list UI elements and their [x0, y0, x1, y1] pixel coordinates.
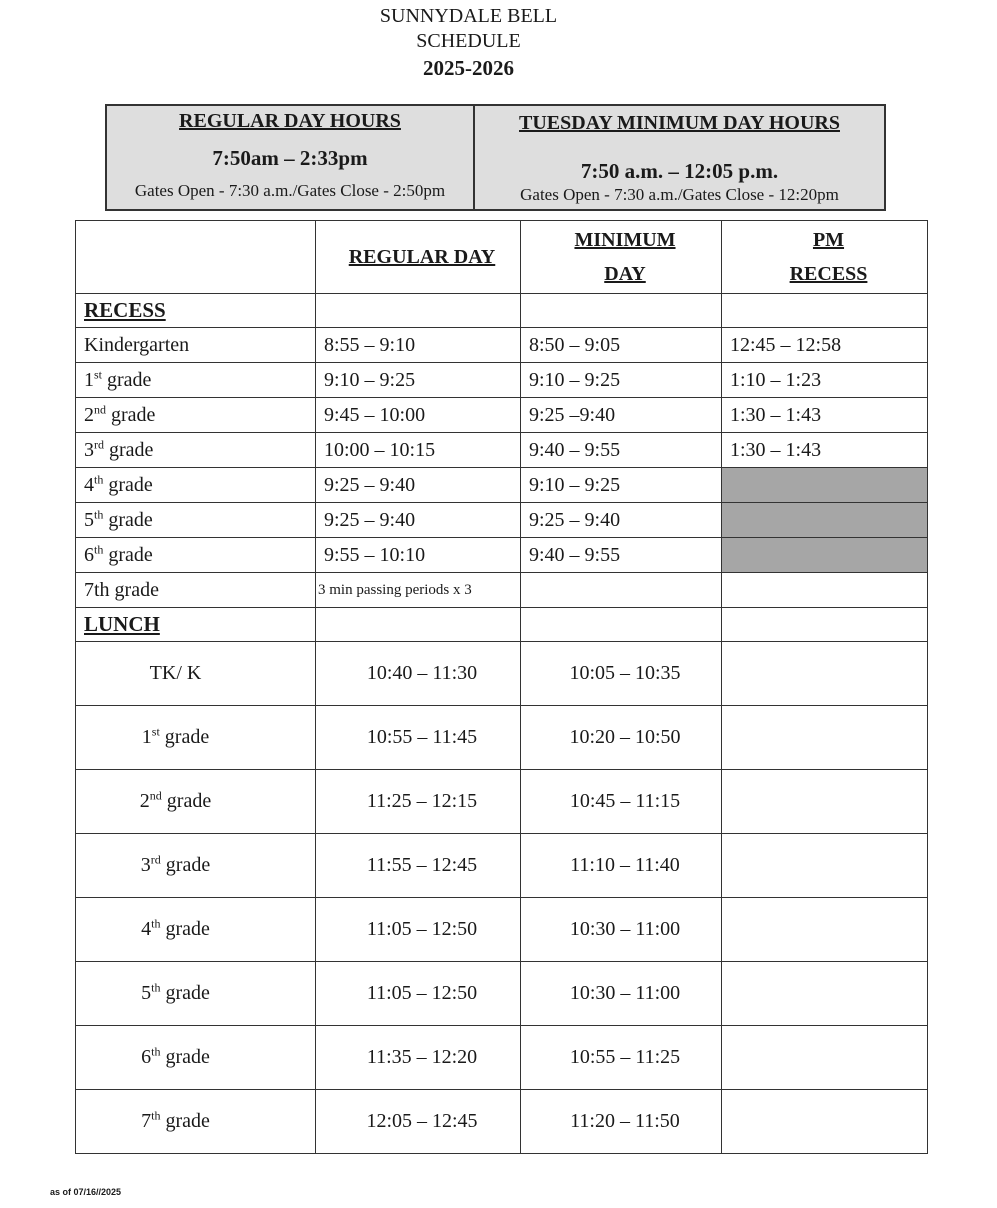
recess-row [76, 363, 928, 398]
grade-number: 3 [140, 854, 151, 876]
regular-gates: Gates Open - 7:30 a.m./Gates Close - 2:50pm [134, 181, 446, 200]
grade-number: 4 [84, 473, 94, 496]
regular-time-cell [316, 642, 521, 706]
grade-cell [76, 962, 316, 1026]
blank-cell [521, 608, 722, 642]
lunch-heading: LUNCH [84, 612, 160, 636]
grade-cell [76, 503, 316, 538]
minimum-time: 11:20 – 11:50 [570, 1110, 680, 1132]
regular-time-cell [316, 706, 521, 770]
as-of-date: as of 07/16//2025 [50, 1187, 122, 1197]
minimum-time: 11:10 – 11:40 [570, 854, 680, 876]
minimum-time-cell [521, 898, 722, 962]
grade-suffix: grade [160, 1110, 210, 1132]
regular-time-cell [316, 398, 521, 433]
grade-cell [76, 573, 316, 608]
grade-label [84, 471, 153, 496]
grade-cell [76, 328, 316, 363]
grade-label [141, 918, 210, 940]
pm-recess-cell [722, 503, 928, 538]
grade-cell [76, 770, 316, 834]
regular-time-cell [316, 538, 521, 573]
pm-recess-cell [722, 834, 928, 898]
grade-label [141, 1110, 210, 1132]
schedule-body [76, 221, 928, 1154]
regular-hours-box [107, 106, 475, 209]
grade-label [142, 726, 209, 748]
grade-suffix: grade [106, 403, 156, 426]
minimum-time-cell [521, 538, 722, 573]
header-regular-day: REGULAR DAY [316, 221, 521, 294]
grade-number: Kindergarten [84, 333, 190, 356]
pm-recess-cell [722, 433, 928, 468]
lunch-section-label [76, 608, 316, 642]
minimum-time: 9:10 – 9:25 [529, 473, 621, 496]
minimum-time-cell [521, 468, 722, 503]
header-minimum-1: MINIMUM [574, 229, 676, 251]
grade-suffix: grade [161, 790, 212, 812]
pm-recess-cell [722, 962, 928, 1026]
grade-cell [76, 1090, 316, 1154]
minimum-time: 9:40 – 9:55 [529, 543, 621, 566]
grade-cell [76, 642, 316, 706]
grade-label [84, 334, 189, 356]
regular-hours-heading: REGULAR DAY HOURS [179, 110, 401, 132]
regular-time-cell [316, 573, 521, 608]
header-blank [76, 221, 316, 294]
minimum-time-cell [521, 503, 722, 538]
recess-row [76, 538, 928, 573]
minimum-time-cell [521, 573, 722, 608]
minimum-time-cell [521, 363, 722, 398]
pm-time: 12:45 – 12:58 [730, 333, 842, 356]
regular-time: 9:25 – 9:40 [324, 473, 416, 496]
grade-ordinal: st [94, 366, 103, 381]
grade-ordinal: nd [94, 401, 106, 416]
regular-time-cell [316, 363, 521, 398]
pm-recess-cell [722, 328, 928, 363]
pm-recess-cell [722, 706, 928, 770]
lunch-row [76, 1026, 928, 1090]
schedule-title: SCHEDULE [416, 30, 521, 52]
recess-row [76, 573, 928, 608]
grade-suffix: grade [104, 438, 154, 461]
grade-label [141, 1046, 210, 1068]
regular-time: 10:00 – 10:15 [324, 438, 436, 461]
pm-recess-cell [722, 898, 928, 962]
recess-section-label [76, 294, 316, 328]
grade-suffix: grade [159, 726, 210, 748]
regular-hours-time: 7:50am – 2:33pm [212, 146, 368, 170]
minimum-time: 9:25 – 9:40 [529, 508, 621, 531]
regular-time-cell [316, 468, 521, 503]
regular-time-cell [316, 962, 521, 1026]
minimum-time-cell [521, 962, 722, 1026]
pm-recess-cell [722, 468, 928, 503]
grade-cell [76, 468, 316, 503]
lunch-row [76, 834, 928, 898]
pm-recess-cell [722, 1026, 928, 1090]
minimum-hours-box [475, 106, 884, 209]
lunch-row [76, 706, 928, 770]
regular-time-cell [316, 503, 521, 538]
grade-ordinal: st [151, 724, 160, 739]
minimum-time: 10:30 – 11:00 [569, 982, 681, 1004]
header-minimum-2: DAY [604, 263, 646, 285]
minimum-hours-time: 7:50 a.m. – 12:05 p.m. [580, 159, 779, 183]
header-row [76, 221, 928, 294]
regular-time: 9:55 – 10:10 [324, 543, 426, 566]
grade-label [84, 366, 152, 391]
regular-time-cell [316, 328, 521, 363]
pm-time: 1:10 – 1:23 [730, 368, 822, 391]
recess-row [76, 468, 928, 503]
blank-cell [521, 294, 722, 328]
grade-ordinal: th [151, 1044, 161, 1059]
minimum-time: 10:30 – 11:00 [569, 918, 681, 940]
grade-cell [76, 363, 316, 398]
grade-label [84, 436, 154, 461]
pm-recess-cell [722, 1090, 928, 1154]
grade-ordinal: th [151, 980, 161, 995]
regular-time-cell [316, 1026, 521, 1090]
grade-number: 7th grade [84, 578, 159, 601]
minimum-time-cell [521, 834, 722, 898]
grade-suffix: grade [160, 982, 210, 1004]
grade-label [84, 506, 153, 531]
pm-recess-cell [722, 642, 928, 706]
grade-label [141, 982, 210, 1004]
grade-number: 1 [141, 726, 152, 748]
lunch-row [76, 962, 928, 1026]
grade-label [84, 401, 156, 426]
recess-row [76, 433, 928, 468]
header-pm-recess [722, 221, 928, 294]
grade-label [141, 854, 210, 876]
grade-number: 3 [84, 438, 94, 461]
regular-time: 11:35 – 12:20 [366, 1046, 478, 1068]
regular-time-cell [316, 834, 521, 898]
recess-row [76, 398, 928, 433]
regular-time: 11:55 – 12:45 [366, 854, 478, 876]
grade-cell [76, 706, 316, 770]
regular-time-cell [316, 770, 521, 834]
schedule-table [75, 220, 928, 1154]
grade-cell [76, 834, 316, 898]
grade-ordinal: nd [149, 788, 162, 803]
blank-cell [722, 294, 928, 328]
minimum-time-cell [521, 1026, 722, 1090]
grade-label [84, 541, 153, 566]
grade-number: 1 [84, 368, 94, 391]
grade-number: 2 [84, 403, 94, 426]
grade-number: 7 [141, 1110, 152, 1132]
lunch-row [76, 770, 928, 834]
regular-time: 10:40 – 11:30 [366, 662, 478, 684]
pm-time: 1:30 – 1:43 [730, 403, 822, 426]
grade-number: 4 [141, 918, 152, 940]
grade-number: 6 [84, 543, 94, 566]
grade-number: 5 [84, 508, 94, 531]
pm-recess-cell [722, 770, 928, 834]
minimum-gates: Gates Open - 7:30 a.m./Gates Close - 12:20pm [520, 185, 839, 204]
grade-ordinal: th [94, 541, 104, 556]
regular-time: 11:25 – 12:15 [366, 790, 478, 812]
header-pm-2: RECESS [789, 263, 868, 285]
regular-time-cell [316, 898, 521, 962]
recess-row [76, 503, 928, 538]
grade-ordinal: th [151, 1108, 161, 1123]
blank-cell [722, 608, 928, 642]
school-year: 2025-2026 [423, 56, 514, 80]
grade-number: 5 [141, 982, 152, 1004]
recess-section-row [76, 294, 928, 328]
grade-suffix: grade [102, 368, 152, 391]
regular-time: 9:45 – 10:00 [324, 403, 426, 426]
lunch-row [76, 642, 928, 706]
grade-suffix: grade [103, 473, 153, 496]
grade-suffix: grade [160, 1046, 210, 1068]
minimum-time-cell [521, 328, 722, 363]
pm-recess-cell [722, 398, 928, 433]
minimum-time-cell [521, 642, 722, 706]
regular-time: 11:05 – 12:50 [366, 918, 478, 940]
hours-box [105, 104, 886, 211]
grade-suffix: grade [160, 918, 210, 940]
school-title: SUNNYDALE BELL [379, 5, 558, 27]
header-pm-1: PM [812, 229, 845, 251]
grade-ordinal: th [94, 471, 104, 486]
grade-ordinal: th [94, 506, 104, 521]
minimum-time: 9:40 – 9:55 [529, 438, 621, 461]
grade-suffix: grade [160, 854, 211, 876]
grade-number: TK/ K [149, 662, 202, 684]
regular-time-cell [316, 1090, 521, 1154]
regular-time-cell [316, 433, 521, 468]
grade-cell [76, 398, 316, 433]
blank-cell [316, 608, 521, 642]
grade-label [84, 579, 159, 601]
pm-recess-cell [722, 538, 928, 573]
minimum-time: 9:25 –9:40 [529, 403, 616, 426]
regular-time: 10:55 – 11:45 [366, 726, 478, 748]
grade-cell [76, 538, 316, 573]
recess-heading: RECESS [84, 298, 166, 322]
minimum-hours-heading: TUESDAY MINIMUM DAY HOURS [519, 112, 840, 134]
minimum-time: 10:55 – 11:25 [569, 1046, 681, 1068]
minimum-time: 9:10 – 9:25 [529, 368, 621, 391]
lunch-row [76, 898, 928, 962]
minimum-time: 10:45 – 11:15 [569, 790, 681, 812]
regular-time: 9:25 – 9:40 [324, 508, 416, 531]
regular-time: 8:55 – 9:10 [324, 333, 416, 356]
minimum-time-cell [521, 398, 722, 433]
minimum-time-cell [521, 1090, 722, 1154]
grade-ordinal: rd [94, 436, 104, 451]
lunch-section-row [76, 608, 928, 642]
pm-recess-cell [722, 363, 928, 398]
grade-label [150, 662, 202, 684]
grade-cell [76, 1026, 316, 1090]
grade-suffix: grade [103, 508, 153, 531]
pm-time: 1:30 – 1:43 [730, 438, 822, 461]
regular-time: 9:10 – 9:25 [324, 368, 416, 391]
grade-label [140, 790, 211, 812]
minimum-time-cell [521, 706, 722, 770]
grade-ordinal: rd [150, 852, 161, 867]
grade-ordinal: th [151, 916, 161, 931]
header-minimum-day [521, 221, 722, 294]
grade-cell [76, 433, 316, 468]
grade-suffix: grade [103, 543, 153, 566]
lunch-row [76, 1090, 928, 1154]
grade-cell [76, 898, 316, 962]
minimum-time: 10:05 – 10:35 [569, 662, 681, 684]
regular-time: 3 min passing periods x 3 [318, 581, 472, 598]
recess-row [76, 328, 928, 363]
blank-cell [316, 294, 521, 328]
minimum-time-cell [521, 770, 722, 834]
minimum-time: 8:50 – 9:05 [529, 333, 621, 356]
pm-recess-cell [722, 573, 928, 608]
regular-time: 12:05 – 12:45 [366, 1110, 478, 1132]
grade-number: 2 [139, 790, 150, 812]
grade-number: 6 [141, 1046, 152, 1068]
regular-time: 11:05 – 12:50 [366, 982, 478, 1004]
minimum-time: 10:20 – 10:50 [569, 726, 681, 748]
minimum-time-cell [521, 433, 722, 468]
